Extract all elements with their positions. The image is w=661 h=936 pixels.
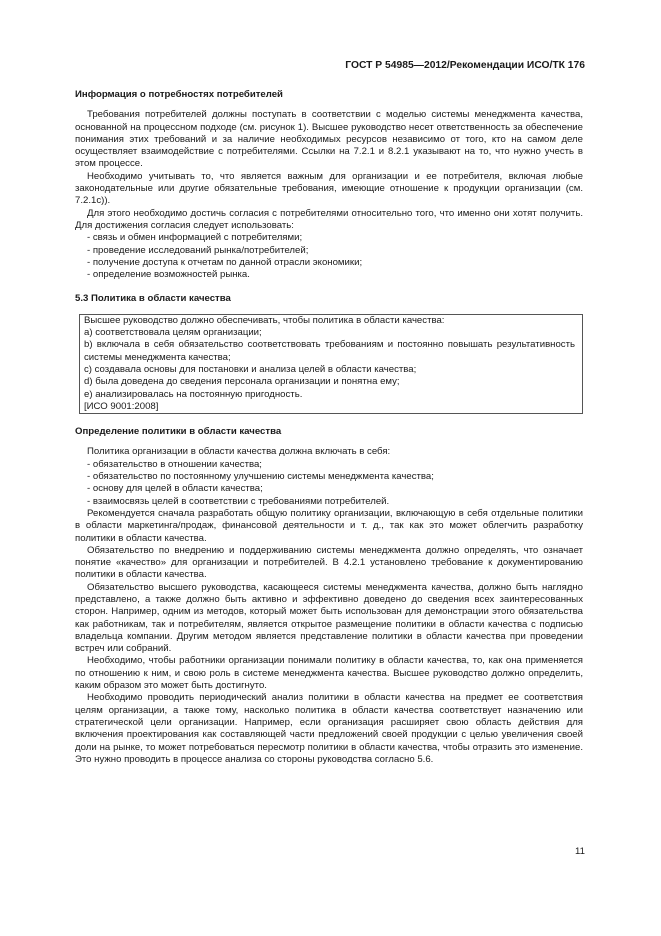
customer-methods-list [75,232,583,281]
paragraph: Обязательство по внедрению и поддерживанию системы менеджмента должно определять, что означает понятие «качество» для организации и потребителей. В 4.2.1 установлено требование к документированию политики в области качества. [75,544,583,581]
list-item: - связь и обмен информацией с потребителями; [87,232,303,244]
list-item: - основу для целей в области качества; [87,483,263,495]
box-item: b) включала в себя обязательство соответствовать требованиям и постоянно повышать результативность системы менеджмента качества; [84,339,575,363]
box-intro: Высшее руководство должно обеспечивать, чтобы политика в области качества: [84,314,445,326]
paragraph: Необходимо учитывать то, что является важным для организации и ее потребителя, включая любые законодательные или другие обязательные требования, имеющие отношение к продукции организации (см. 7.2.1с)). [75,170,583,207]
list-item: - обязательство в отношении качества; [87,458,262,470]
list-item: - получение доступа к отчетам по данной отрасли экономики; [87,256,363,268]
list-item: - обязательство по постоянному улучшению системы менеджмента качества; [87,471,434,483]
page-number: 11 [575,846,585,857]
paragraph: Необходимо, чтобы работники организации понимали политику в области качества, то, как она применяется по отношению к ним, и свою роль в системе менеджмента качества. Высшее руководство должно определить, каким образом это может быть достигнуто. [75,655,583,692]
paragraph: Политика организации в области качества должна включать в себя: [87,446,391,458]
box-reference: [ИСО 9001:2008] [84,400,159,412]
paragraph: Обязательство высшего руководства, касающееся системы менеджмента качества, должно быть наглядно представлено, а также должно быть активно и эффективно доведено до сведения всех заинтересованных сторон. Например, одним из методов, который может быть использован для демонстрации этого обязательства как работникам, так и потребителям, является открытое размещение политики в области качества с подписью владельца компании. Другим методом является представление политики в области качества при проведении встреч или собраний. [75,581,583,655]
page-content [75,89,583,766]
paragraph: Требования потребителей должны поступать в соответствии с моделью системы менеджмента качества, основанной на процессном подходе (см. рисунок 1). Высшее руководство несет ответственность за обеспечение понимания этих требований и за наличие необходимых ресурсов независимо от того, кто на самом деле осуществляет взаимодействие с потребителями. Ссылки на 7.2.1 и 8.2.1 указывают на то, что нужно учесть в этом процессе. [75,109,583,170]
policy-content-list [75,459,583,508]
list-item: - определение возможностей рынка. [87,269,250,281]
iso-requirement-box [79,314,583,414]
list-item: - проведение исследований рынка/потребителей; [87,244,309,256]
paragraph: Рекомендуется сначала разработать общую политику организации, включающую в себя отдельные политики в области маркетинга/продаж, финансовой деятельности и т. д., так как это может облегчить разработку политики в области качества. [75,507,583,544]
paragraph: Необходимо проводить периодический анализ политики в области качества на предмет ее соответствия целям организации, а также тому, насколько политика в области качества соответствует назначению или стратегической цели организации. Например, если организация расширяет свою область действия для включения проектирования как составляющей части предложений своей продукции с целью увеличения своей доли на рынке, то может потребоваться пересмотр политики в области качества, чтобы отразить это изменение. Это нужно проводить в процессе анализа со стороны руководства согласно 5.6. [75,692,583,765]
box-item: а) соответствовала целям организации; [84,327,262,339]
quality-policy-section-heading: 5.3 Политика в области качества [75,293,231,305]
policy-definition-heading: Определение политики в области качества [75,426,282,438]
paragraph: Для этого необходимо достичь согласия с потребителями относительно того, что именно они хотят получить. Для достижения согласия следует использовать: [75,207,583,231]
document-header: ГОСТ Р 54985—2012/Рекомендации ИСО/ТК 176 [345,60,585,71]
list-item: - взаимосвязь целей в соответствии с требованиями потребителей. [87,495,390,507]
box-item: d) была доведена до сведения персонала организации и понятна ему; [84,376,400,388]
box-item: с) создавала основы для постановки и анализа целей в области качества; [84,363,417,375]
box-item: е) анализировалась на постоянную пригодность. [84,388,303,400]
customer-needs-heading: Информация о потребностях потребителей [75,89,283,100]
